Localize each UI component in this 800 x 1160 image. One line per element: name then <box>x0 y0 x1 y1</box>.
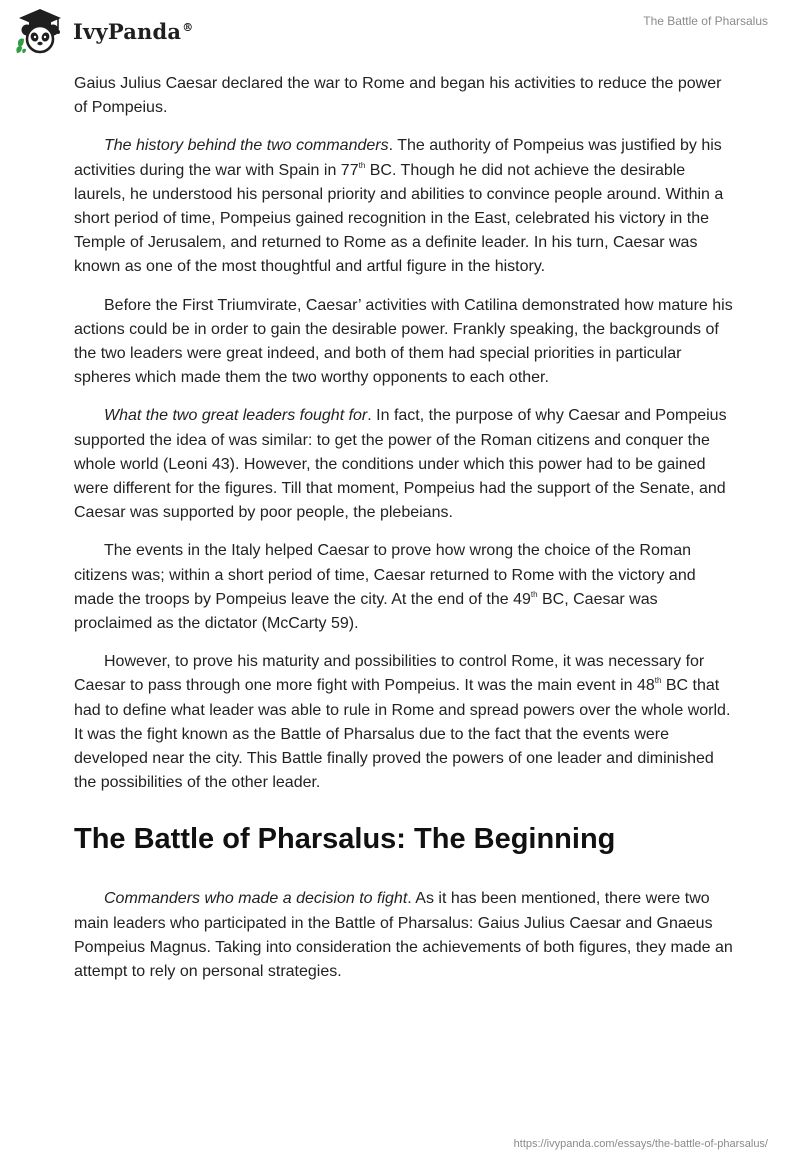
section-heading: The Battle of Pharsalus: The Beginning <box>74 823 616 856</box>
paragraph-1 <box>74 72 734 120</box>
paragraph-2-text-a: . The authority of Pompeius was justified by his activities during the war with Spain in 77 <box>74 137 722 179</box>
paragraph-6-text-a: However, to prove his maturity and possibilities to control Rome, it was necessary for Caesar to pass through one more fight with Pompeius. It was the main event in 48 <box>74 653 705 695</box>
footer-url[interactable]: https://ivypanda.com/essays/the-battle-of-pharsalus/ <box>513 1138 768 1150</box>
brand-name <box>73 19 193 44</box>
brand-name-text: IvyPanda <box>73 18 182 44</box>
panda-graduation-cap-icon <box>14 7 66 55</box>
paragraph-7-lead: Commanders who made a decision to fight <box>104 890 408 908</box>
paragraph-5-superscript: th <box>530 589 538 599</box>
paragraph-5-text-b: BC, Caesar was proclaimed as the dictator (McCarty 59). <box>74 590 658 633</box>
paragraph-4-text: . In fact, the purpose of why Caesar and Pompeius supported the idea of was similar: to get the power of the Roman citizens and conquer the whole world (Leoni 43). However, the conditions under which this power had to be gained were different for the figures. Till that moment, Pompeius had the support of the Senate, and Caesar was supported by poor people, the plebeians. <box>74 407 727 522</box>
paragraph-2-text-b: BC. Though he did not achieve the desirable laurels, he understood his personal priority and abilities to convince people around. Within a short period of time, Pompeius gained recognition in the East, celebrated his victory in the Temple of Jerusalem, and returned to Rome as a definite leader. In his turn, Caesar was known as one of the most thoughtful and artful figure in the history. <box>74 161 724 276</box>
paragraph-5-text-a: The events in the Italy helped Caesar to prove how wrong the choice of the Roman citizens was; within a short period of time, Caesar returned to Rome with the victory and made the troops by Pompeius leave the city. At the end of the 49 <box>74 542 696 608</box>
paragraph-2 <box>74 134 734 279</box>
paragraph-7-text: . As it has been mentioned, there were two main leaders who participated in the Battle of Pharsalus: Gaius Julius Caesar and Gnaeus Pompeius Magnus. Taking into consideration the achievements of both figures, they made an attempt to rely on personal strategies. <box>74 890 733 981</box>
paragraph-4 <box>74 404 734 525</box>
ivypanda-logo[interactable] <box>14 7 193 55</box>
paragraph-5 <box>74 539 734 636</box>
paragraph-3 <box>74 294 734 391</box>
paragraph-6-text-b: BC that had to define what leader was able to rule in Rome and spread powers over the whole world. It was the fight known as the Battle of Pharsalus due to the fact that the events were developed near the city. This Battle finally proved the powers of one leader and diminished the possibilities of the other leader. <box>74 677 731 792</box>
paragraph-7 <box>74 887 734 984</box>
brand-registered-mark: ® <box>182 20 194 34</box>
running-title: The Battle of Pharsalus <box>643 14 768 28</box>
paragraph-1-text: Gaius Julius Caesar declared the war to Rome and began his activities to reduce the power of Pompeius. <box>74 75 722 117</box>
paragraph-6 <box>74 650 734 795</box>
paragraph-4-lead: What the two great leaders fought for <box>104 407 368 425</box>
paragraph-6-superscript: th <box>654 676 662 686</box>
paragraph-2-lead: The history behind the two commanders <box>104 137 389 155</box>
paragraph-3-text: Before the First Triumvirate, Caesar’ activities with Catilina demonstrated how mature his actions could be in order to gain the desirable power. Frankly speaking, the backgrounds of the two leaders were great indeed, and both of them had special priorities in particular spheres which made them the two worthy opponents to each other. <box>74 296 733 387</box>
paragraph-2-superscript: th <box>358 160 366 170</box>
essay-body <box>74 72 734 998</box>
page-header <box>0 0 800 60</box>
